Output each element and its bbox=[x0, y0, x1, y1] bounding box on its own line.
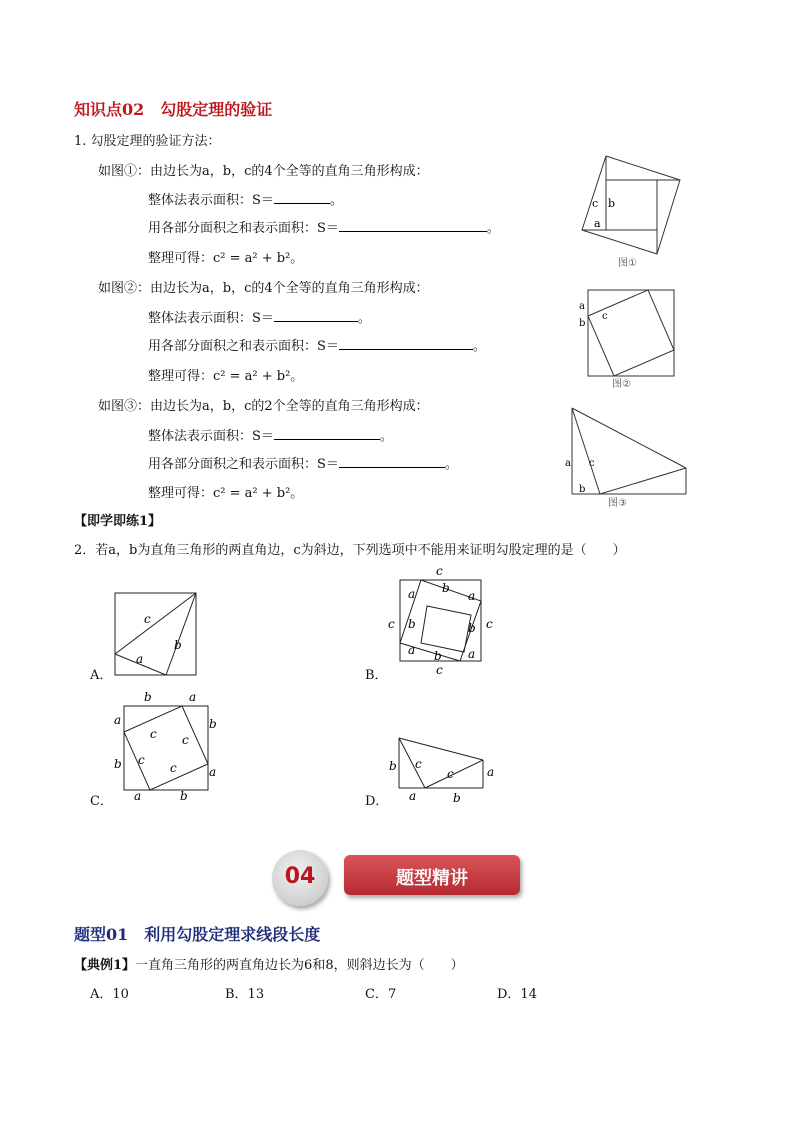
svg-text:b: b bbox=[434, 649, 442, 663]
svg-text:c: c bbox=[486, 617, 493, 631]
label-b: b bbox=[579, 484, 586, 495]
caption-fig3: 图③ bbox=[608, 498, 627, 509]
svg-text:b: b bbox=[442, 581, 450, 595]
svg-text:b: b bbox=[209, 717, 217, 731]
period: 。 bbox=[486, 221, 500, 236]
svg-text:c: c bbox=[150, 727, 157, 741]
svg-text:a: a bbox=[408, 643, 416, 657]
fill-blank bbox=[274, 191, 330, 204]
label-c: c bbox=[602, 311, 608, 322]
label-c: c bbox=[589, 458, 595, 469]
choice-c: C．7 bbox=[365, 987, 397, 1002]
svg-text:a: a bbox=[114, 713, 122, 727]
svg-text:a: a bbox=[408, 587, 416, 601]
svg-text:a: a bbox=[136, 652, 144, 666]
fill-blank bbox=[274, 427, 380, 440]
option-c-label: C． bbox=[90, 794, 113, 809]
fig3-line3 bbox=[148, 455, 458, 474]
svg-text:c: c bbox=[447, 767, 454, 781]
outer-square bbox=[588, 290, 674, 376]
option-b-figure bbox=[382, 562, 502, 680]
figure-3 bbox=[562, 404, 690, 510]
label-a: a bbox=[565, 458, 571, 469]
figure-2 bbox=[578, 284, 683, 390]
fig2-line2-text: 整体法表示面积：S＝ bbox=[148, 311, 274, 326]
fig1-line2 bbox=[148, 191, 343, 210]
svg-text:b: b bbox=[180, 789, 188, 803]
banner-number: 04 bbox=[284, 864, 316, 889]
option-a-figure bbox=[110, 590, 200, 680]
option-b-label: B． bbox=[365, 668, 388, 683]
option-a-label: A． bbox=[90, 668, 113, 683]
fig3-line1: 如图③：由边长为a，b，c的2个全等的直角三角形构成： bbox=[98, 399, 429, 414]
svg-text:c: c bbox=[388, 617, 395, 631]
fig3-line3-text: 用各部分面积之和表示面积：S＝ bbox=[148, 457, 339, 472]
fig1-line3-text: 用各部分面积之和表示面积：S＝ bbox=[148, 221, 339, 236]
fig2-line2 bbox=[148, 309, 371, 328]
fig3-line2-text: 整体法表示面积：S＝ bbox=[148, 429, 274, 444]
svg-text:c: c bbox=[436, 564, 443, 578]
label-b: b bbox=[579, 318, 586, 329]
svg-text:c: c bbox=[415, 757, 422, 771]
fill-blank bbox=[339, 337, 473, 350]
svg-text:b: b bbox=[144, 690, 152, 704]
practice-question: 2．若a，b为直角三角形的两直角边，c为斜边，下列选项中不能用来证明勾股定理的是（ ） bbox=[74, 543, 626, 558]
intro-text: 1. 勾股定理的验证方法： bbox=[74, 134, 221, 149]
label-c: c bbox=[592, 197, 599, 210]
figure-1 bbox=[578, 150, 688, 270]
fig1-line4: 整理可得：c² = a² + b²。 bbox=[148, 251, 304, 266]
svg-text:b: b bbox=[408, 617, 416, 631]
choice-a: A．10 bbox=[90, 987, 129, 1002]
fig2-line4: 整理可得：c² = a² + b²。 bbox=[148, 369, 304, 384]
period: 。 bbox=[357, 311, 371, 326]
svg-text:a: a bbox=[468, 647, 476, 661]
section2-title: 题型01 利用勾股定理求线段长度 bbox=[74, 925, 321, 944]
svg-text:c: c bbox=[182, 733, 189, 747]
fig1-line3 bbox=[148, 219, 500, 238]
svg-text:a: a bbox=[189, 690, 197, 704]
example-text: 一直角三角形的两直角边长为6和8，则斜边长为（ ） bbox=[135, 958, 464, 973]
fill-blank bbox=[339, 219, 487, 232]
fig3-line4: 整理可得：c² = a² + b²。 bbox=[148, 486, 304, 501]
svg-text:b: b bbox=[468, 621, 476, 635]
banner-title: 题型精讲 bbox=[396, 868, 468, 889]
svg-text:c: c bbox=[436, 663, 443, 677]
svg-text:c: c bbox=[144, 612, 151, 626]
period: 。 bbox=[329, 193, 343, 208]
example-line bbox=[74, 957, 464, 975]
fig2-line1: 如图②：由边长为a，b，c的4个全等的直角三角形构成： bbox=[98, 281, 429, 296]
svg-text:a: a bbox=[134, 789, 142, 803]
caption-fig1: 图① bbox=[618, 258, 637, 269]
svg-text:c: c bbox=[138, 753, 145, 767]
period: 。 bbox=[444, 457, 458, 472]
svg-text:b: b bbox=[114, 757, 122, 771]
choice-d: D．14 bbox=[497, 987, 537, 1002]
label-a: a bbox=[594, 217, 601, 230]
caption-fig2: 图② bbox=[612, 379, 631, 390]
example-label: 【典例1】 bbox=[74, 958, 136, 973]
fill-blank bbox=[274, 309, 358, 322]
fig1-line1: 如图①：由边长为a，b，c的4个全等的直角三角形构成： bbox=[98, 164, 429, 179]
banner-title-bar bbox=[344, 855, 520, 895]
period: 。 bbox=[379, 429, 393, 444]
fill-blank bbox=[339, 455, 445, 468]
section-title: 知识点02 勾股定理的验证 bbox=[74, 100, 273, 119]
fig1-line2-text: 整体法表示面积：S＝ bbox=[148, 193, 274, 208]
practice-label: 【即学即练1】 bbox=[74, 514, 162, 529]
svg-text:b: b bbox=[174, 638, 182, 652]
option-d-label: D． bbox=[365, 794, 389, 809]
svg-text:b: b bbox=[389, 759, 397, 773]
option-d-figure bbox=[385, 728, 505, 808]
fig2-line3 bbox=[148, 337, 486, 356]
choice-b: B．13 bbox=[225, 987, 265, 1002]
period: 。 bbox=[472, 339, 486, 354]
svg-text:c: c bbox=[170, 761, 177, 775]
option-c-figure bbox=[110, 688, 220, 806]
fig2-line3-text: 用各部分面积之和表示面积：S＝ bbox=[148, 339, 339, 354]
inner-tilted-square bbox=[588, 290, 674, 376]
svg-text:b: b bbox=[453, 791, 461, 805]
label-a: a bbox=[579, 301, 585, 312]
svg-text:a: a bbox=[209, 765, 217, 779]
banner-number-circle bbox=[272, 850, 328, 906]
svg-text:a: a bbox=[468, 589, 476, 603]
svg-text:a: a bbox=[409, 789, 417, 803]
label-b: b bbox=[608, 197, 616, 210]
svg-text:a: a bbox=[487, 765, 495, 779]
fig3-line2 bbox=[148, 427, 393, 446]
